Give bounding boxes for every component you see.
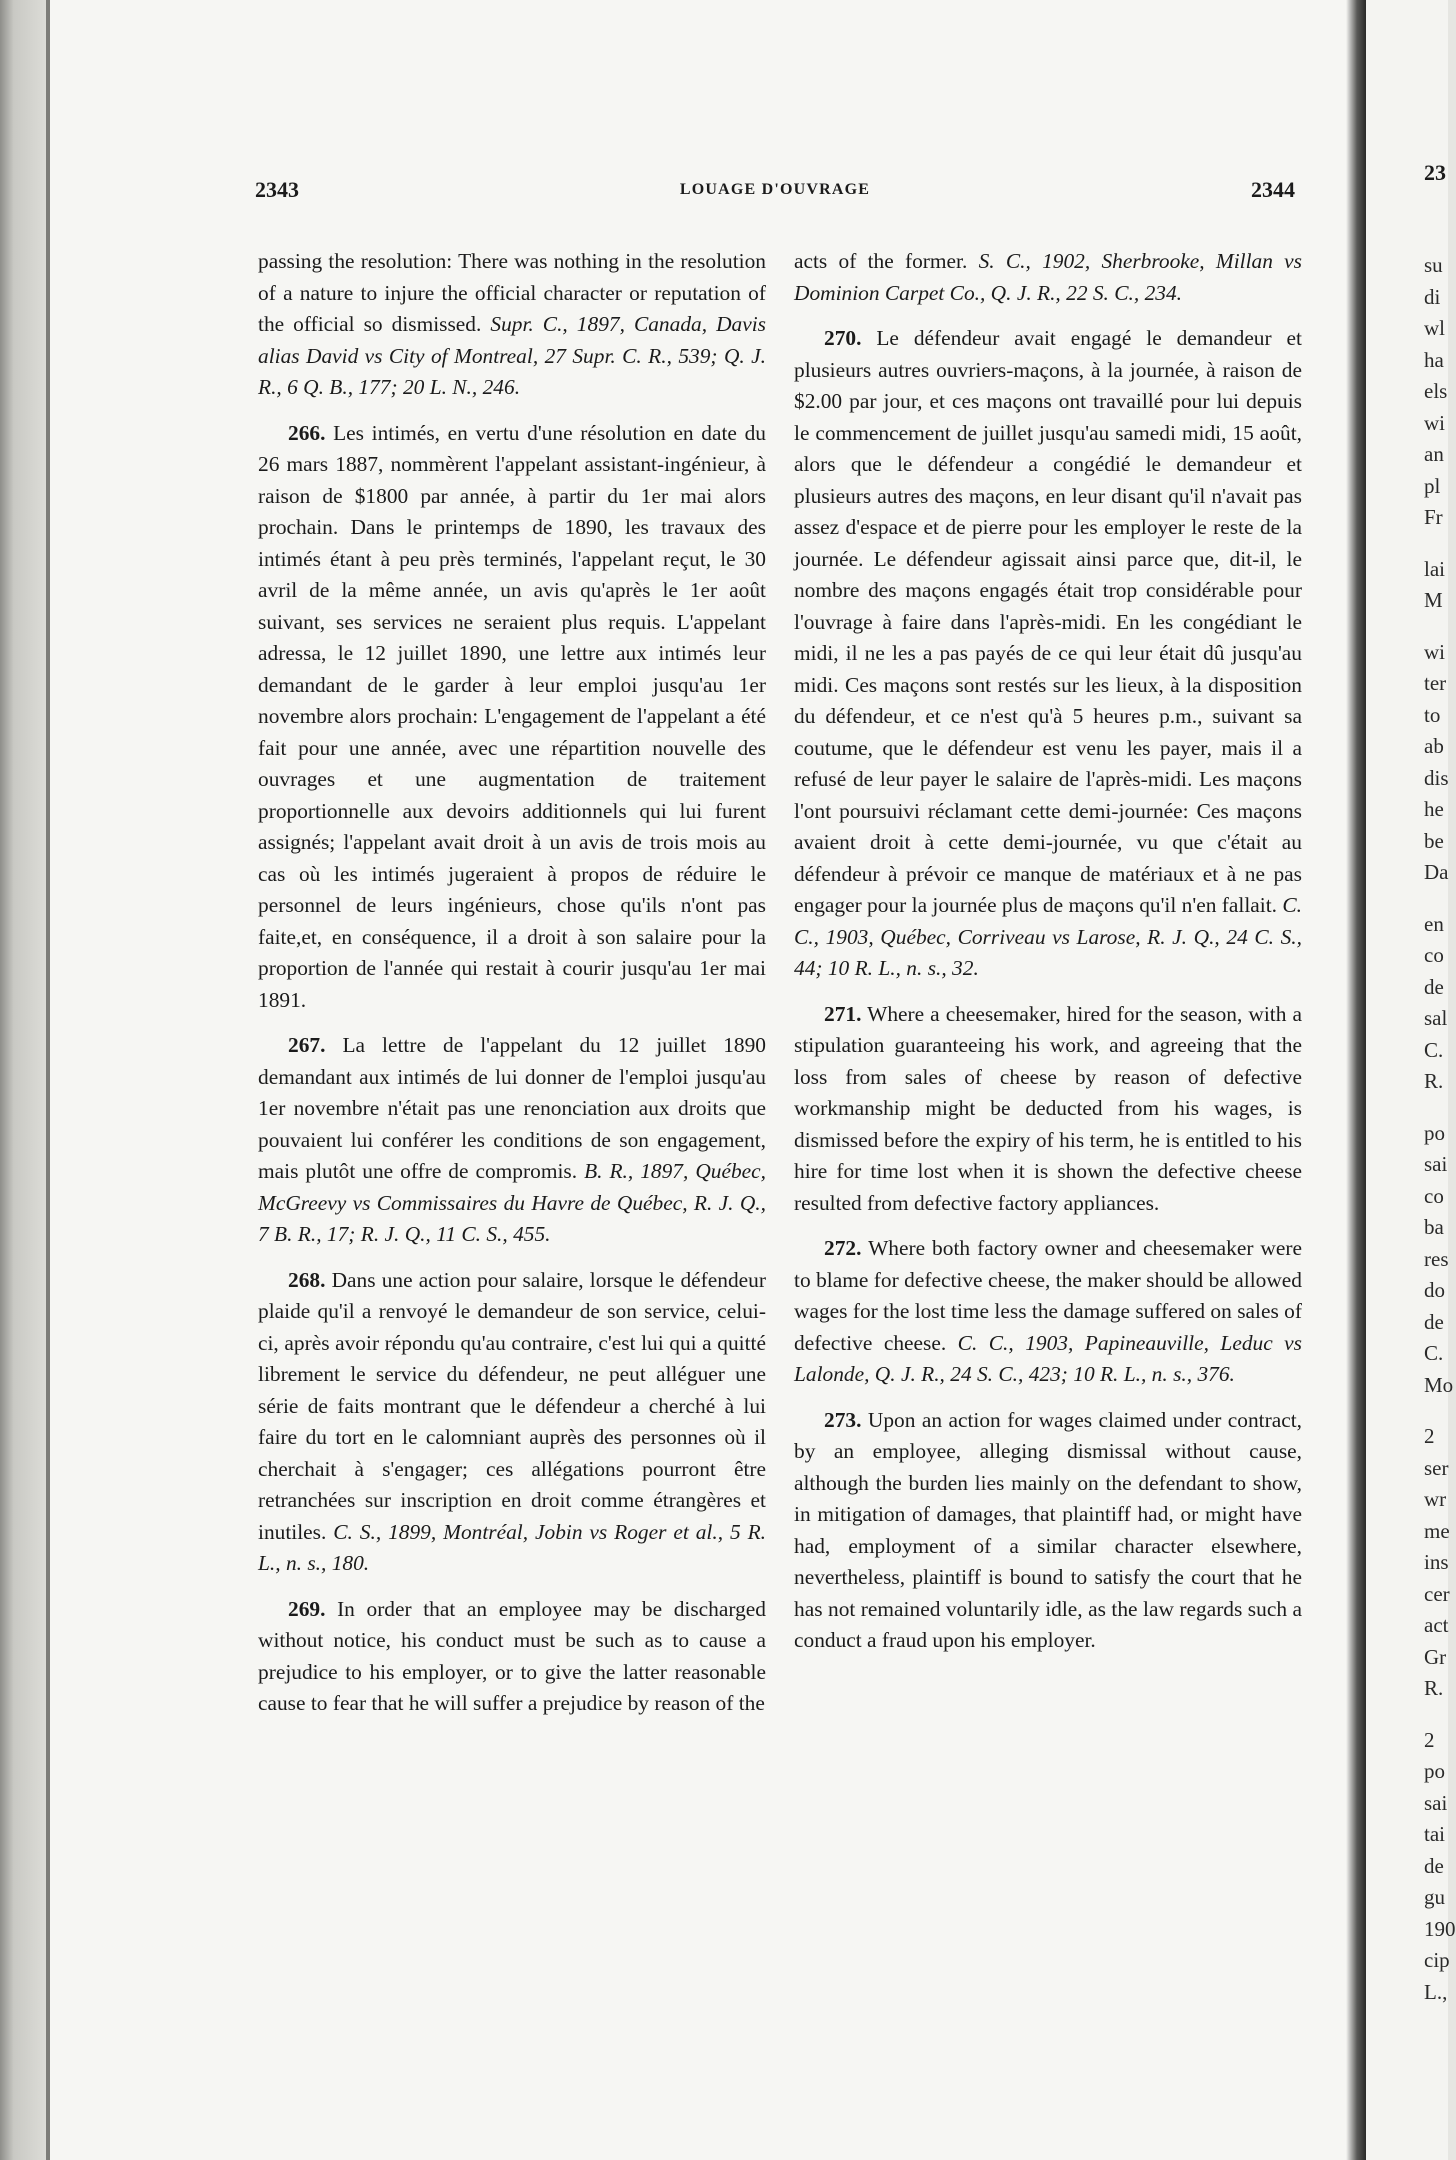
binding-shadow xyxy=(0,0,46,2160)
next-page-line: dis xyxy=(1424,765,1449,790)
next-page-line: to xyxy=(1424,702,1441,727)
next-page-line: sai xyxy=(1424,1152,1448,1176)
paragraph xyxy=(258,1265,766,1580)
next-page-line: ha xyxy=(1424,347,1444,372)
next-page-line: act xyxy=(1424,1613,1449,1637)
paragraph xyxy=(794,1405,1302,1657)
paragraph-text: Where a cheesemaker, hired for the season, with a stipulation guaranteeing his work, and agreeing that the loss from sales of cheese by reason of defective workmanship might be deducted from his wages, is dismissed before the expiry of his term, he is entitled to his hire for time lost when it is shown the defective cheese resulted from defective factory appliances. xyxy=(794,1001,1302,1215)
citation: B. R., 1897, Québec, McGreevy vs Commissaires du Havre de Québec, R. J. Q., 7 B. R., 17; R. J. Q., 11 C. S., 455. xyxy=(258,1159,766,1246)
next-page-line: ins xyxy=(1424,1550,1449,1574)
page-number-left: 2343 xyxy=(255,177,299,202)
next-page-line: co xyxy=(1424,943,1444,967)
running-head xyxy=(255,177,1295,207)
paragraph xyxy=(258,246,766,404)
paragraph-number: 270. xyxy=(824,326,862,350)
paragraph xyxy=(794,323,1302,985)
next-page-line: els xyxy=(1424,379,1448,403)
next-page-line: wr xyxy=(1424,1487,1447,1511)
next-page-line: lai xyxy=(1424,556,1445,581)
paragraph-text: Where both factory owner and cheesemaker were to blame for defective cheese, the maker should be allowed wages for the lost time less the damage suffered on sales of defective cheese. xyxy=(794,1236,1302,1355)
next-page-number: 23 xyxy=(1424,160,1446,185)
next-page-line: su xyxy=(1424,253,1443,277)
next-page-line: 2 xyxy=(1424,1424,1435,1448)
next-page-line: po xyxy=(1424,1120,1445,1145)
paragraph-text: acts of the former. xyxy=(794,249,979,273)
next-page-line: en xyxy=(1424,911,1444,936)
next-page-line: sal xyxy=(1424,1006,1448,1030)
next-page-line: Da xyxy=(1424,860,1449,884)
next-page-line: wi xyxy=(1424,410,1445,435)
paragraph-number: 271. xyxy=(824,1001,862,1026)
paragraph-text: In order that an employee may be discharged without notice, his conduct must be such as to cause a prejudice to his employer, or to give the latter reasonable cause to fear that he will suffer a prejudice by reason of the xyxy=(258,1596,766,1715)
citation: C. C., 1903, Papineauville, Leduc vs Lalonde, Q. J. R., 24 S. C., 423; 10 R. L., n. s., 376. xyxy=(794,1330,1302,1386)
citation: C. C., 1903, Québec, Corriveau vs Larose, R. J. Q., 24 C. S., 44; 10 R. L., n. s., 32. xyxy=(794,893,1302,980)
paragraph xyxy=(258,418,766,1017)
next-page-line: C. xyxy=(1424,1341,1444,1365)
next-page-line: co xyxy=(1424,1183,1444,1208)
next-page-line: Mo xyxy=(1424,1372,1454,1397)
next-page-line: be xyxy=(1424,828,1444,853)
next-page-line: L., xyxy=(1424,1979,1448,2004)
next-page-line: 190 xyxy=(1424,1916,1456,1941)
paragraph-number: 266. xyxy=(288,420,326,445)
next-page-line: ter xyxy=(1424,671,1447,695)
next-page-line: de xyxy=(1424,1853,1444,1878)
next-page-line: di xyxy=(1424,284,1441,309)
next-page-line: de xyxy=(1424,1309,1444,1334)
next-page-line: 2 xyxy=(1424,1727,1435,1752)
next-page-line: de xyxy=(1424,974,1444,999)
next-page-line: he xyxy=(1424,797,1444,821)
next-page-line: me xyxy=(1424,1518,1450,1543)
paragraph-text: passing the resolution: There was nothing in the resolution of a nature to injure the official character or reputation of the official so dismissed. xyxy=(258,249,766,336)
paragraph xyxy=(794,1233,1302,1391)
paragraph-text: Les intimés, en vertu d'une résolution en date du 26 mars 1887, nommèrent l'appelant assistant-ingénieur, à raison de $1800 par année, à partir du 1er mai alors prochain. Dans le printemps de 1890, les travaux des intimés étant à peu près terminés, l'appelant reçut, le 30 avril de la même année, un avis qu'après le 1er août suivant, ses services ne seraient plus requis. L'appelant adressa, le 12 juillet 1890, une lettre aux intimés leur demandant de le garder à leur emploi jusqu'au 1er novembre alors prochain: L'engagement de l'appelant a été fait pour une année, avec une répartition nouvelle des ouvrages et une augmentation de traitement proportionnelle aux devoirs additionnels qui lui furent assignés; l'appelant avait droit à un avis de trois mois au cas où les intimés jugeraient à propos de réduire le personnel de leurs ingénieurs, chose qu'ils n'ont pas faite,et, en conséquence, il a droit à son salaire pour la proportion de l'année qui restait à courir jusqu'au 1er mai 1891. xyxy=(258,420,766,1012)
next-page-line: R. xyxy=(1424,1069,1444,1093)
citation: S. C., 1902, Sherbrooke, Millan vs Dominion Carpet Co., Q. J. R., 22 S. C., 234. xyxy=(794,249,1302,305)
citation: Supr. C., 1897, Canada, Davis alias David vs City of Montreal, 27 Supr. C. R., 539; Q. J. R., 6 Q. B., 177; 20 L. N., 246. xyxy=(258,312,766,399)
paragraph xyxy=(794,246,1302,309)
next-page-line: wl xyxy=(1424,316,1445,340)
paragraph-number: 268. xyxy=(288,1267,326,1292)
paragraph-number: 269. xyxy=(288,1596,326,1621)
next-page-line: do xyxy=(1424,1278,1445,1302)
paragraph-text: Upon an action for wages claimed under contract, by an employee, alleging dismissal without cause, although the burden lies mainly on the defendant to show, in mitigation of damages, that plaintiff had, or might have had, employment of a similar character elsewhere, nevertheless, plaintiff is bound to satisfy the court that he has not remained voluntarily idle, as the law regards such a conduct a fraud upon his employer. xyxy=(794,1407,1302,1652)
next-page-line: res xyxy=(1424,1246,1449,1271)
paragraph-text: La lettre de l'appelant du 12 juillet 1890 demandant aux intimés de lui donner de l'emploi jusqu'au 1er novembre n'était pas une renonciation aux droits que pouvaient lui conférer les conditions de son engagement, mais plutôt une offre de compromis. xyxy=(258,1033,767,1183)
paragraph xyxy=(794,999,1302,1220)
next-page-line: cip xyxy=(1424,1948,1450,1972)
next-page-line: ab xyxy=(1424,734,1444,758)
next-page-line: tai xyxy=(1424,1822,1445,1846)
next-page-line: wi xyxy=(1424,639,1445,664)
next-page-line: M xyxy=(1424,588,1443,612)
next-page-line: ser xyxy=(1424,1455,1449,1480)
paragraph-text: Dans une action pour salaire, lorsque le défendeur plaide qu'il a renvoyé le demandeur de son service, celui-ci, après avoir répondu qu'au contraire, c'est lui qui a quitté librement le service du défendeur, ne peut alléguer une série de faits montrant que le défendeur a cherché à lui faire du tort en le calomniant auprès des personnes où il cherchait à s'engager; ces allégations pourront être retranchées sur inscription en droit comme étrangères et inutiles. xyxy=(258,1267,766,1544)
next-page-line: gu xyxy=(1424,1885,1445,1909)
next-page-line: an xyxy=(1424,442,1444,466)
right-column xyxy=(794,246,1302,1671)
paragraph-number: 267. xyxy=(288,1033,326,1057)
next-page-line: po xyxy=(1424,1759,1445,1783)
next-page-line: cer xyxy=(1424,1581,1450,1606)
citation: C. S., 1899, Montréal, Jobin vs Roger et al., 5 R. L., n. s., 180. xyxy=(258,1519,766,1575)
paragraph xyxy=(258,1030,766,1251)
running-title: LOUAGE D'OUVRAGE xyxy=(679,181,871,198)
left-column xyxy=(258,246,766,1734)
next-page-line: sai xyxy=(1424,1790,1448,1815)
next-page-line: ba xyxy=(1424,1215,1444,1239)
next-page-line: Gr xyxy=(1424,1644,1447,1669)
next-page-line: Fr xyxy=(1424,505,1443,529)
paragraph xyxy=(258,1594,766,1720)
paragraph-number: 273. xyxy=(824,1407,862,1432)
next-page-line: pl xyxy=(1424,473,1441,498)
book-gutter xyxy=(1346,0,1366,2160)
next-page-line: C. xyxy=(1424,1037,1444,1062)
paragraph-number: 272. xyxy=(824,1236,862,1260)
page-number-right: 2344 xyxy=(1251,177,1295,202)
next-page-line: R. xyxy=(1424,1676,1444,1700)
paragraph-text: Le défendeur avait engagé le demandeur et plusieurs autres ouvriers-maçons, à la journée, à raison de $2.00 par jour, et ces maçons ont travaillé pour lui depuis le commencement de juillet jusqu'au samedi midi, 15 août, alors que le défendeur a congédié le demandeur et plusieurs autres des maçons, en leur disant qu'il n'avait pas assez d'espace et de pierre pour les employer le reste de la journée. Le défendeur agissait ainsi parce que, dit-il, le nombre des maçons engagés était trop considérable pour l'ouvrage à faire dans l'après-midi. En les congédiant le midi, il ne les a pas payés de ce qui leur était dû jusqu'au midi. Ces maçons sont restés sur les lieux, à la disposition du défendeur, et ce n'est qu'à 5 heures p.m., suivant sa coutume, que le défendeur est venu les payer, mais il a refusé de leur payer le salaire de l'après-midi. Les maçons l'ont poursuivi réclamant cette demi-journée: Ces maçons avaient droit à cette demi-journée, vu que c'était au défendeur à prévoir ce manque de matériaux et à ne pas engager pour la journée plus de maçons qu'il n'en fallait. xyxy=(794,326,1302,917)
